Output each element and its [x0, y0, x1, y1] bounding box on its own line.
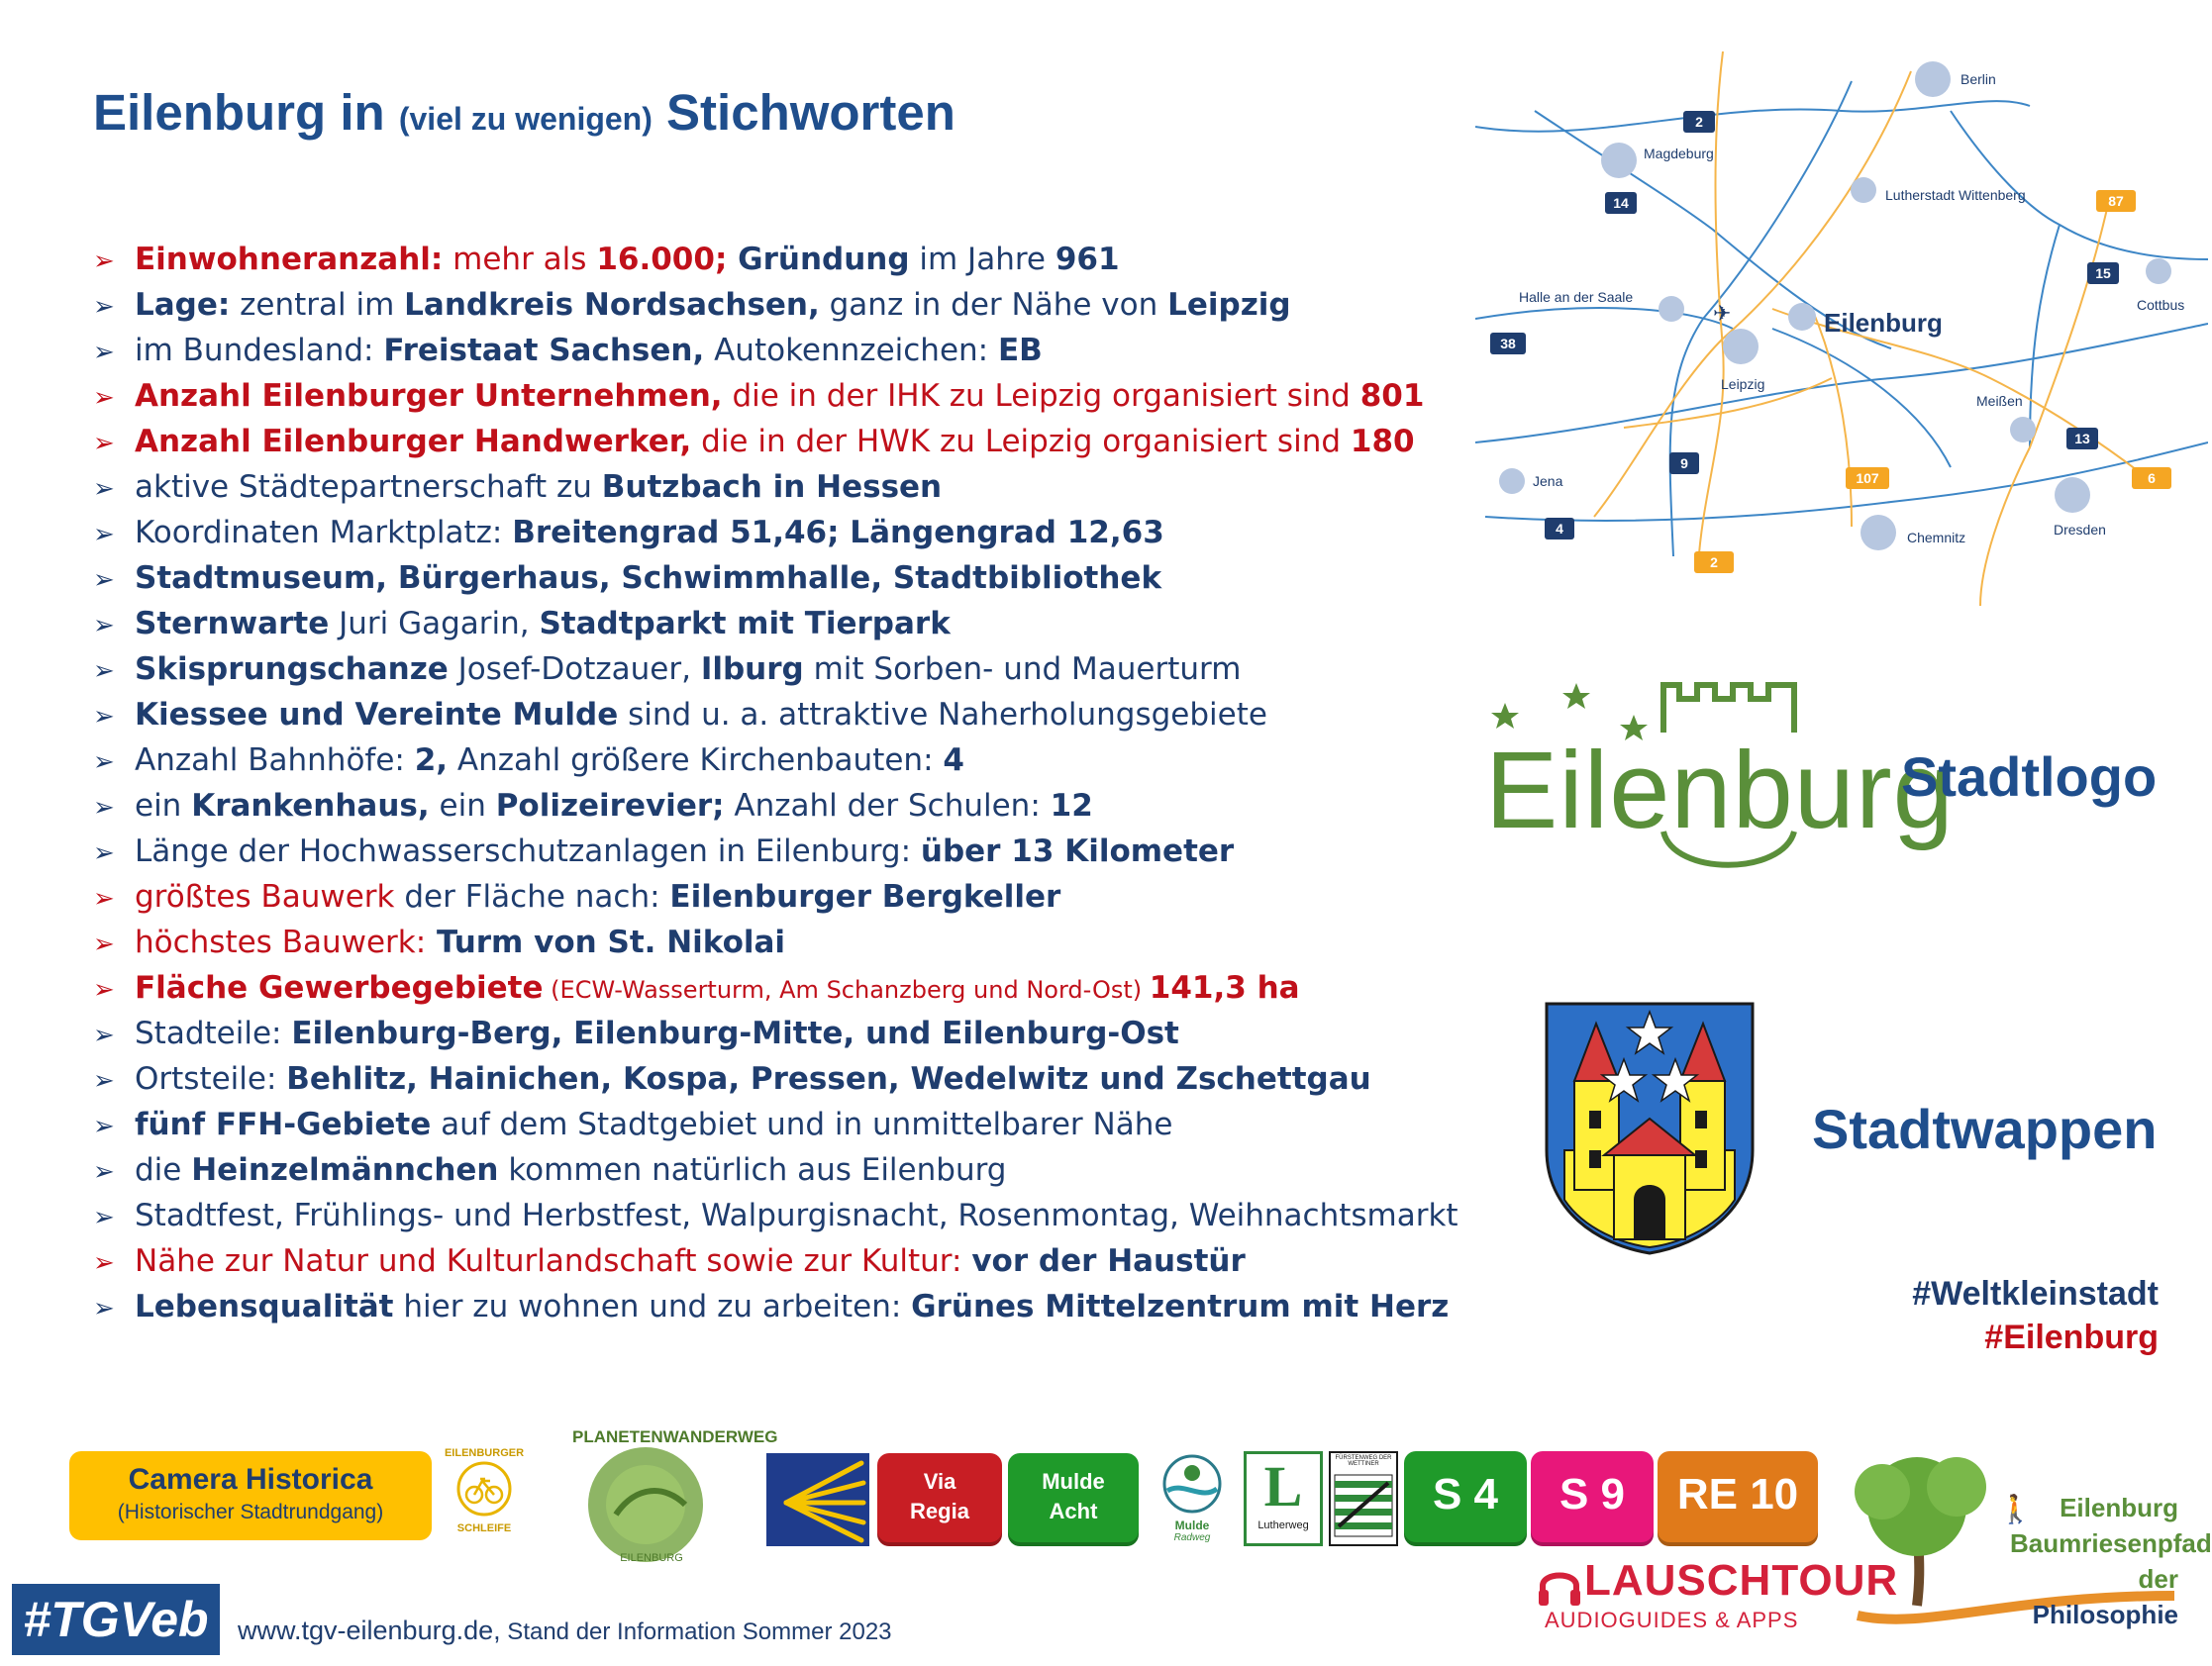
bicycle-icon	[454, 1459, 514, 1519]
city-label: Berlin	[1961, 71, 1996, 87]
fact-text-part: Breitengrad 51,46; Längengrad 12,63	[512, 515, 1164, 550]
fact-text-part: die in der IHK zu Leipzig organisiert sind	[722, 378, 1360, 414]
city-label-eilenburg: Eilenburg	[1824, 308, 1943, 338]
fact-text-part: Heinzelmännchen	[191, 1152, 499, 1188]
city-dot-halle	[1659, 296, 1684, 322]
re10-line-badge[interactable]: RE 10	[1658, 1451, 1818, 1546]
fact-text-part: im Bundesland:	[135, 333, 384, 368]
baum-line-2: Baumriesenpfad	[2010, 1528, 2212, 1558]
bullet-arrow-icon: ➢	[93, 838, 115, 868]
fact-text-part: sind u. a. attraktive Naherholungsgebiete	[618, 697, 1267, 733]
hashtag-eilenburg: #Eilenburg	[1984, 1319, 2159, 1356]
schleife-bottom-label: SCHLEIFE	[456, 1522, 512, 1534]
fact-text-part: die in der HWK zu Leipzig organisiert sind	[691, 424, 1351, 459]
lauschtour-title: LAUSCHTOUR	[1584, 1556, 1899, 1605]
s9-line-badge[interactable]: S 9	[1531, 1451, 1654, 1546]
baum-line-3	[2010, 1561, 2178, 1632]
city-dot-meissen	[2010, 417, 2036, 442]
lutherweg-label: Lutherweg	[1257, 1519, 1309, 1531]
bullet-arrow-icon: ➢	[93, 747, 115, 777]
route-shield-label: 14	[1613, 195, 1629, 211]
facts-list	[93, 242, 1509, 1334]
fact-text	[135, 742, 964, 778]
fact-text	[135, 1243, 1246, 1279]
tgveb-hashtag-badge: #TGVeb	[12, 1584, 220, 1655]
fact-text-part: Anzahl Bahnhöfe:	[135, 742, 415, 778]
route-shield-label: 2	[1710, 554, 1718, 570]
fact-text-part: 4	[943, 742, 964, 778]
fact-text-part: Nähe zur Natur und Kulturlandschaft sowie zur Kultur:	[135, 1243, 972, 1279]
fact-text-part: Anzahl größere Kirchenbauten:	[448, 742, 944, 778]
fact-text-part: Josef-Dotzauer,	[448, 651, 701, 687]
fact-text-part: 2,	[414, 742, 449, 778]
footer-info	[238, 1616, 892, 1646]
fact-item	[93, 1289, 1509, 1334]
fact-text-part: Lage:	[135, 287, 231, 323]
bullet-arrow-icon: ➢	[93, 1294, 115, 1323]
city-dot-jena	[1499, 468, 1525, 494]
coat-of-arms-icon	[1545, 1002, 1755, 1255]
fact-text	[135, 424, 1415, 459]
fact-text	[135, 333, 1043, 368]
s4-line-badge[interactable]: S 4	[1404, 1451, 1527, 1546]
baum-line-3b: Philosophie	[2032, 1600, 2178, 1629]
via-regia-badge[interactable]	[877, 1453, 1002, 1546]
fact-text-part: Lebensqualität	[135, 1289, 394, 1324]
fact-text	[135, 970, 1300, 1006]
fact-text-part: Freistaat Sachsen,	[383, 333, 705, 368]
mulde-radweg-icon	[1157, 1453, 1227, 1515]
fact-text	[135, 287, 1291, 323]
fact-item	[93, 515, 1509, 560]
stadtlogo-wordmark: Eilenburg	[1485, 730, 1955, 851]
fact-item	[93, 1107, 1509, 1152]
bullet-arrow-icon: ➢	[93, 383, 115, 413]
lutherweg-l-icon: L	[1263, 1454, 1303, 1519]
baum-line-3a: der	[2138, 1564, 2178, 1594]
route-shield-label: 2	[1695, 114, 1703, 130]
fact-text-part: mehr als	[443, 242, 597, 277]
fact-text-part: größtes Bauwerk	[135, 879, 395, 915]
fact-text-part: auf dem Stadtgebiet und in unmittelbarer Nähe	[431, 1107, 1173, 1142]
bullet-arrow-icon: ➢	[93, 338, 115, 367]
city-dot-magdeburg	[1601, 143, 1637, 178]
bullet-arrow-icon: ➢	[93, 975, 115, 1005]
city-label: Lutherstadt Wittenberg	[1885, 187, 2026, 203]
fact-text-part: (ECW-Wasserturm, Am Schanzberg und Nord-Ost)	[543, 976, 1150, 1004]
fact-item	[93, 287, 1509, 333]
camera-historica-badge[interactable]	[69, 1451, 432, 1540]
fact-item	[93, 925, 1509, 970]
city-dot-wittenberg	[1851, 177, 1876, 203]
planetenwanderweg-label: PLANETENWANDERWEG	[572, 1427, 778, 1446]
camera-historica-title: Camera Historica	[128, 1463, 373, 1496]
star-icon	[1562, 683, 1590, 709]
mulde-acht-line1: Mulde	[1042, 1469, 1105, 1494]
bullet-arrow-icon: ➢	[93, 474, 115, 504]
route-shield-label: 6	[2148, 470, 2156, 486]
fact-text-part: kommen natürlich aus Eilenburg	[498, 1152, 1007, 1188]
city-dot-cottbus	[2146, 258, 2171, 284]
camera-historica-subtitle: (Historischer Stadtrundgang)	[117, 1501, 384, 1523]
fact-text-part: Gründung	[727, 242, 910, 277]
bullet-arrow-icon: ➢	[93, 656, 115, 686]
headphones-icon	[1535, 1560, 1584, 1610]
bullet-arrow-icon: ➢	[93, 793, 115, 823]
fact-text-part: 801	[1359, 378, 1425, 414]
fact-item	[93, 242, 1509, 287]
fact-item	[93, 560, 1509, 606]
fact-text-part: Landkreis Nordsachsen,	[404, 287, 820, 323]
fact-text	[135, 1152, 1006, 1188]
baumriesenpfad-text	[2010, 1490, 2212, 1632]
bullet-arrow-icon: ➢	[93, 1021, 115, 1050]
fact-text-part: Turm von St. Nikolai	[426, 925, 786, 960]
fact-text	[135, 1198, 1458, 1233]
fact-text-part: ein	[429, 788, 496, 824]
bullet-arrow-icon: ➢	[93, 1112, 115, 1141]
fact-item	[93, 333, 1509, 378]
city-label: Leipzig	[1721, 376, 1765, 392]
fact-item	[93, 879, 1509, 925]
fact-text-part: Sternwarte	[135, 606, 330, 641]
airport-icon: ✈	[1713, 302, 1732, 327]
fact-text-part: Eilenburger Bergkeller	[669, 879, 1061, 915]
fuerstenweg-label: FÜRSTENWEG DER WETTINER	[1335, 1455, 1392, 1467]
lauschtour-logo[interactable]	[1535, 1556, 1899, 1645]
fact-text-part: EB	[997, 333, 1043, 368]
fact-text	[135, 1016, 1179, 1051]
schleife-top-label: EILENBURGER	[444, 1447, 525, 1459]
map-cities	[1499, 61, 2171, 550]
fact-text-part: 180	[1350, 424, 1415, 459]
fact-item	[93, 1243, 1509, 1289]
city-label: Cottbus	[2137, 297, 2185, 313]
bullet-arrow-icon: ➢	[93, 565, 115, 595]
fact-item	[93, 1152, 1509, 1198]
fact-item	[93, 970, 1509, 1016]
fact-item	[93, 742, 1509, 788]
bullet-arrow-icon: ➢	[93, 702, 115, 732]
planetenwanderweg-badge[interactable]	[566, 1425, 778, 1574]
fact-item	[93, 469, 1509, 515]
fact-text-part: Anzahl Eilenburger Unternehmen,	[135, 378, 723, 414]
fact-text	[135, 697, 1267, 733]
fact-text-part: Kiessee und Vereinte Mulde	[135, 697, 619, 733]
route-shield-label: 38	[1500, 336, 1516, 351]
fact-text	[135, 560, 1161, 596]
bullet-arrow-icon: ➢	[93, 520, 115, 549]
fact-text-part: 16.000;	[596, 242, 728, 277]
castle-wall-icon	[1663, 685, 1794, 733]
city-dot-leipzig	[1723, 329, 1759, 364]
fact-text-part: mit Sorben- und Mauerturm	[803, 651, 1242, 687]
stadtwappen-label: Stadtwappen	[1812, 1098, 2158, 1160]
route-shield-label: 13	[2074, 431, 2090, 446]
fact-text-part: Koordinaten Marktplatz:	[135, 515, 513, 550]
fact-item	[93, 833, 1509, 879]
fact-text	[135, 378, 1424, 414]
fact-text-part: Butzbach in Hessen	[601, 469, 943, 505]
fact-item	[93, 1061, 1509, 1107]
fact-text	[135, 925, 785, 960]
fact-text-part: Ortsteile:	[135, 1061, 287, 1097]
fact-text-part: vor der Haustür	[971, 1243, 1246, 1279]
walker-icon: 🚶	[1998, 1493, 2033, 1525]
fact-text-part: Krankenhaus,	[191, 788, 430, 824]
fact-item	[93, 651, 1509, 697]
fact-item	[93, 788, 1509, 833]
bullet-arrow-icon: ➢	[93, 884, 115, 914]
planetenwanderweg-city: EILENBURG	[620, 1552, 683, 1564]
star-icon	[1491, 703, 1519, 729]
bullet-arrow-icon: ➢	[93, 1203, 115, 1232]
fact-text	[135, 515, 1164, 550]
fact-text-part: Juri Gagarin,	[329, 606, 540, 641]
city-dot-eilenburg	[1788, 303, 1816, 331]
mulde-radweg-badge[interactable]	[1149, 1453, 1236, 1546]
fact-item	[93, 697, 1509, 742]
city-label: Magdeburg	[1644, 146, 1714, 161]
mulde-radweg-label-1: Mulde	[1174, 1519, 1210, 1532]
fact-text-part: Ilburg	[700, 651, 804, 687]
fact-text-part: Fläche Gewerbegebiete	[135, 970, 544, 1006]
fact-text	[135, 879, 1060, 915]
fact-text-part: zentral im	[230, 287, 405, 323]
fact-text	[135, 788, 1093, 824]
bullet-arrow-icon: ➢	[93, 1248, 115, 1278]
lauschtour-subtitle: AUDIOGUIDES & APPS	[1545, 1608, 1799, 1632]
fact-text	[135, 469, 942, 505]
fact-text-part: Länge der Hochwasserschutzanlagen in Eilenburg:	[135, 833, 921, 869]
fact-text	[135, 242, 1120, 277]
info-note: Stand der Information Sommer 2023	[500, 1618, 892, 1645]
fuerstenweg-crest-icon	[1331, 1467, 1396, 1544]
fact-text	[135, 1289, 1449, 1324]
fuerstenweg-badge[interactable]	[1329, 1451, 1398, 1546]
fact-text-part: Autokennzeichen:	[704, 333, 998, 368]
fact-text-part: Leipzig	[1167, 287, 1291, 323]
fact-item	[93, 378, 1509, 424]
fact-text	[135, 651, 1241, 687]
fact-text	[135, 606, 951, 641]
fact-text-part: Grünes Mittelzentrum mit Herz	[911, 1289, 1450, 1324]
fact-text-part: 141,3 ha	[1149, 970, 1300, 1006]
fact-text-part: Polizeirevier;	[495, 788, 725, 824]
bullet-arrow-icon: ➢	[93, 1157, 115, 1187]
eilenburger-schleife-badge[interactable]	[442, 1447, 527, 1546]
fact-text	[135, 1061, 1371, 1097]
fact-text-part: Stadtmuseum, Bürgerhaus, Schwimmhalle, Stadtbibliothek	[135, 560, 1162, 596]
fact-text-part: der Fläche nach:	[394, 879, 670, 915]
title-main-1: Eilenburg in	[93, 84, 399, 141]
route-shield-label: 107	[1856, 470, 1879, 486]
city-dot-chemnitz	[1860, 515, 1896, 550]
title-main-2: Stichworten	[652, 84, 955, 141]
fact-text-part: hier zu wohnen und zu arbeiten:	[393, 1289, 912, 1324]
fact-text-part: ganz in der Nähe von	[819, 287, 1168, 323]
mulde-acht-badge[interactable]	[1008, 1453, 1139, 1546]
city-dot-berlin	[1915, 61, 1951, 97]
fact-text-part: Stadteile:	[135, 1016, 292, 1051]
jakobsweg-scallop-icon[interactable]	[766, 1453, 869, 1546]
fact-text-part: Stadtparkt mit Tierpark	[539, 606, 951, 641]
fact-text-part: im Jahre	[909, 242, 1056, 277]
hashtag-weltkleinstadt: #Weltkleinstadt	[1912, 1275, 2159, 1313]
via-regia-line2: Regia	[910, 1499, 969, 1523]
website-link[interactable]: www.tgv-eilenburg.de,	[238, 1616, 501, 1645]
route-shield-label: 9	[1680, 455, 1688, 471]
mulde-radweg-label-2: Radweg	[1173, 1532, 1211, 1543]
page-title	[93, 83, 955, 142]
fact-text-part: Stadtfest, Frühlings- und Herbstfest, Walpurgisnacht, Rosenmontag, Weihnachtsmarkt	[135, 1198, 1458, 1233]
fact-item	[93, 424, 1509, 469]
route-shield-label: 87	[2108, 193, 2124, 209]
fact-item	[93, 1198, 1509, 1243]
bullet-arrow-icon: ➢	[93, 611, 115, 640]
bullet-arrow-icon: ➢	[93, 429, 115, 458]
fact-text-part: Skisprungschanze	[135, 651, 449, 687]
fact-text-part: Einwohneranzahl:	[135, 242, 444, 277]
city-dot-dresden	[2055, 477, 2090, 513]
bullet-arrow-icon: ➢	[93, 930, 115, 959]
lutherweg-badge[interactable]	[1244, 1451, 1323, 1546]
baum-line-1: Eilenburg	[2060, 1493, 2178, 1522]
route-shield-label: 15	[2095, 265, 2111, 281]
mulde-acht-line2: Acht	[1049, 1499, 1098, 1523]
bullet-arrow-icon: ➢	[93, 246, 115, 276]
fact-text-part: fünf FFH-Gebiete	[135, 1107, 432, 1142]
stadtlogo-label: Stadtlogo	[1901, 745, 2158, 808]
fact-item	[93, 606, 1509, 651]
fact-text	[135, 1107, 1172, 1142]
fact-text-part: über 13 Kilometer	[920, 833, 1235, 869]
fact-text-part: Behlitz, Hainichen, Kospa, Pressen, Wedelwitz und Zschettgau	[286, 1061, 1371, 1097]
city-label: Chemnitz	[1907, 530, 1966, 545]
city-label: Halle an der Saale	[1519, 289, 1634, 305]
fact-text-part: Anzahl Eilenburger Handwerker,	[135, 424, 692, 459]
fact-text-part: höchstes Bauwerk:	[135, 925, 427, 960]
city-label: Jena	[1533, 473, 1563, 489]
via-regia-line1: Via	[923, 1469, 956, 1494]
fact-text	[135, 833, 1234, 869]
bullet-arrow-icon: ➢	[93, 292, 115, 322]
fact-text-part: Anzahl der Schulen:	[724, 788, 1051, 824]
fact-text-part: die	[135, 1152, 192, 1188]
city-label: Meißen	[1976, 393, 2023, 409]
route-shield-label: 4	[1556, 521, 1563, 537]
fact-text-part: ein	[135, 788, 192, 824]
fact-item	[93, 1016, 1509, 1061]
fact-text-part: 12	[1050, 788, 1093, 824]
city-label: Dresden	[2054, 522, 2106, 538]
region-map	[1475, 51, 2208, 606]
fact-text-part: Eilenburg-Berg, Eilenburg-Mitte, und Eilenburg-Ost	[291, 1016, 1179, 1051]
fact-text-part: 961	[1055, 242, 1120, 277]
title-small: (viel zu wenigen)	[398, 101, 653, 137]
fact-text-part: aktive Städtepartnerschaft zu	[135, 469, 602, 505]
bullet-arrow-icon: ➢	[93, 1066, 115, 1096]
